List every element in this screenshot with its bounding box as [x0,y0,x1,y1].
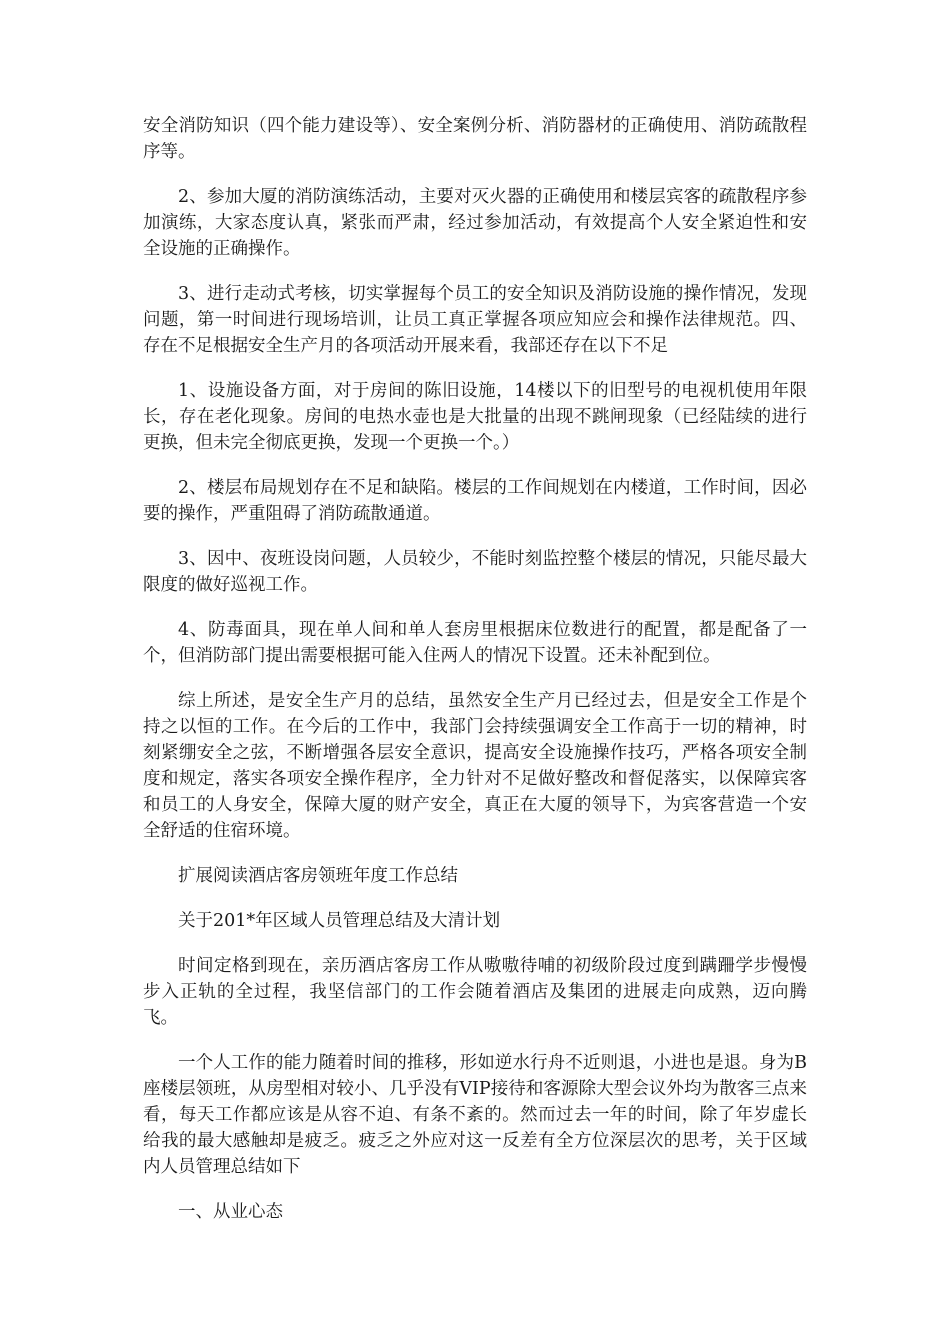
paragraph-3: 3、进行走动式考核，切实掌握每个员工的安全知识及消防设施的操作情况，发现问题，第一时间进行现场培训，让员工真正掌握各项应知应会和操作法律规范。四、存在不足根据安全生产月的各项活动开展来看，我部还存在以下不足 [143,284,807,356]
paragraph-4: 1、设施设备方面，对于房间的陈旧设施，14楼以下的旧型号的电视机使用年限长，存在老化现象。房间的电热水壶也是大批量的出现不跳闸现象（已经陆续的进行更换，但未完全彻底更换，发现一个更换一个。） [143,381,807,453]
paragraph-2: 2、参加大厦的消防演练活动，主要对灭火器的正确使用和楼层宾客的疏散程序参加演练，大家态度认真，紧张而严肃，经过参加活动，有效提高个人安全紧迫性和安全设施的正确操作。 [143,187,807,259]
paragraph-6: 3、因中、夜班设岗问题，人员较少，不能时刻监控整个楼层的情况，只能尽最大限度的做好巡视工作。 [143,549,807,595]
extended-reading-heading: 扩展阅读酒店客房领班年度工作总结 [178,866,458,886]
paragraph-1: 安全消防知识（四个能力建设等）、安全案例分析、消防器材的正确使用、消防疏散程序等。 [143,116,807,162]
paragraph-5: 2、楼层布局规划存在不足和缺陷。楼层的工作间规划在内楼道，工作时间，因必要的操作，严重阻碍了消防疏散通道。 [143,478,807,524]
paragraph-12: 一个人工作的能力随着时间的推移，形如逆水行舟不近则退，小进也是退。身为B座楼层领班，从房型相对较小、几乎没有VIP接待和客源除大型会议外均为散客三点来看，每天工作都应该是从容不迫、有条不紊的。然而过去一年的时间，除了年岁虚长给我的最大感触却是疲乏。疲乏之外应对这一反差有全方位深层次的思考，关于区域内人员管理总结如下 [143,1053,807,1177]
paragraph-11: 时间定格到现在，亲历酒店客房工作从嗷嗷待哺的初级阶段过度到蹒跚学步慢慢步入正轨的全过程，我坚信部门的工作会随着酒店及集团的进展走向成熟，迈向腾飞。 [143,956,807,1028]
paragraph-7: 4、防毒面具，现在单人间和单人套房里根据床位数进行的配置，都是配备了一个，但消防部门提出需要根据可能入住两人的情况下设置。还未补配到位。 [143,620,807,666]
subsection-heading: 一、从业心态 [178,1202,283,1222]
section-title: 关于201*年区域人员管理总结及大清计划 [178,911,501,931]
paragraph-8: 综上所述，是安全生产月的总结，虽然安全生产月已经过去，但是安全工作是个持之以恒的工作。在今后的工作中，我部门会持续强调安全工作高于一切的精神，时刻紧绷安全之弦，不断增强各层安全意识，提高安全设施操作技巧，严格各项安全制度和规定，落实各项安全操作程序，全力针对不足做好整改和督促落实，以保障宾客和员工的人身安全，保障大厦的财产安全，真正在大厦的领导下，为宾客营造一个安全舒适的住宿环境。 [143,691,807,841]
document-body [143,113,807,1244]
